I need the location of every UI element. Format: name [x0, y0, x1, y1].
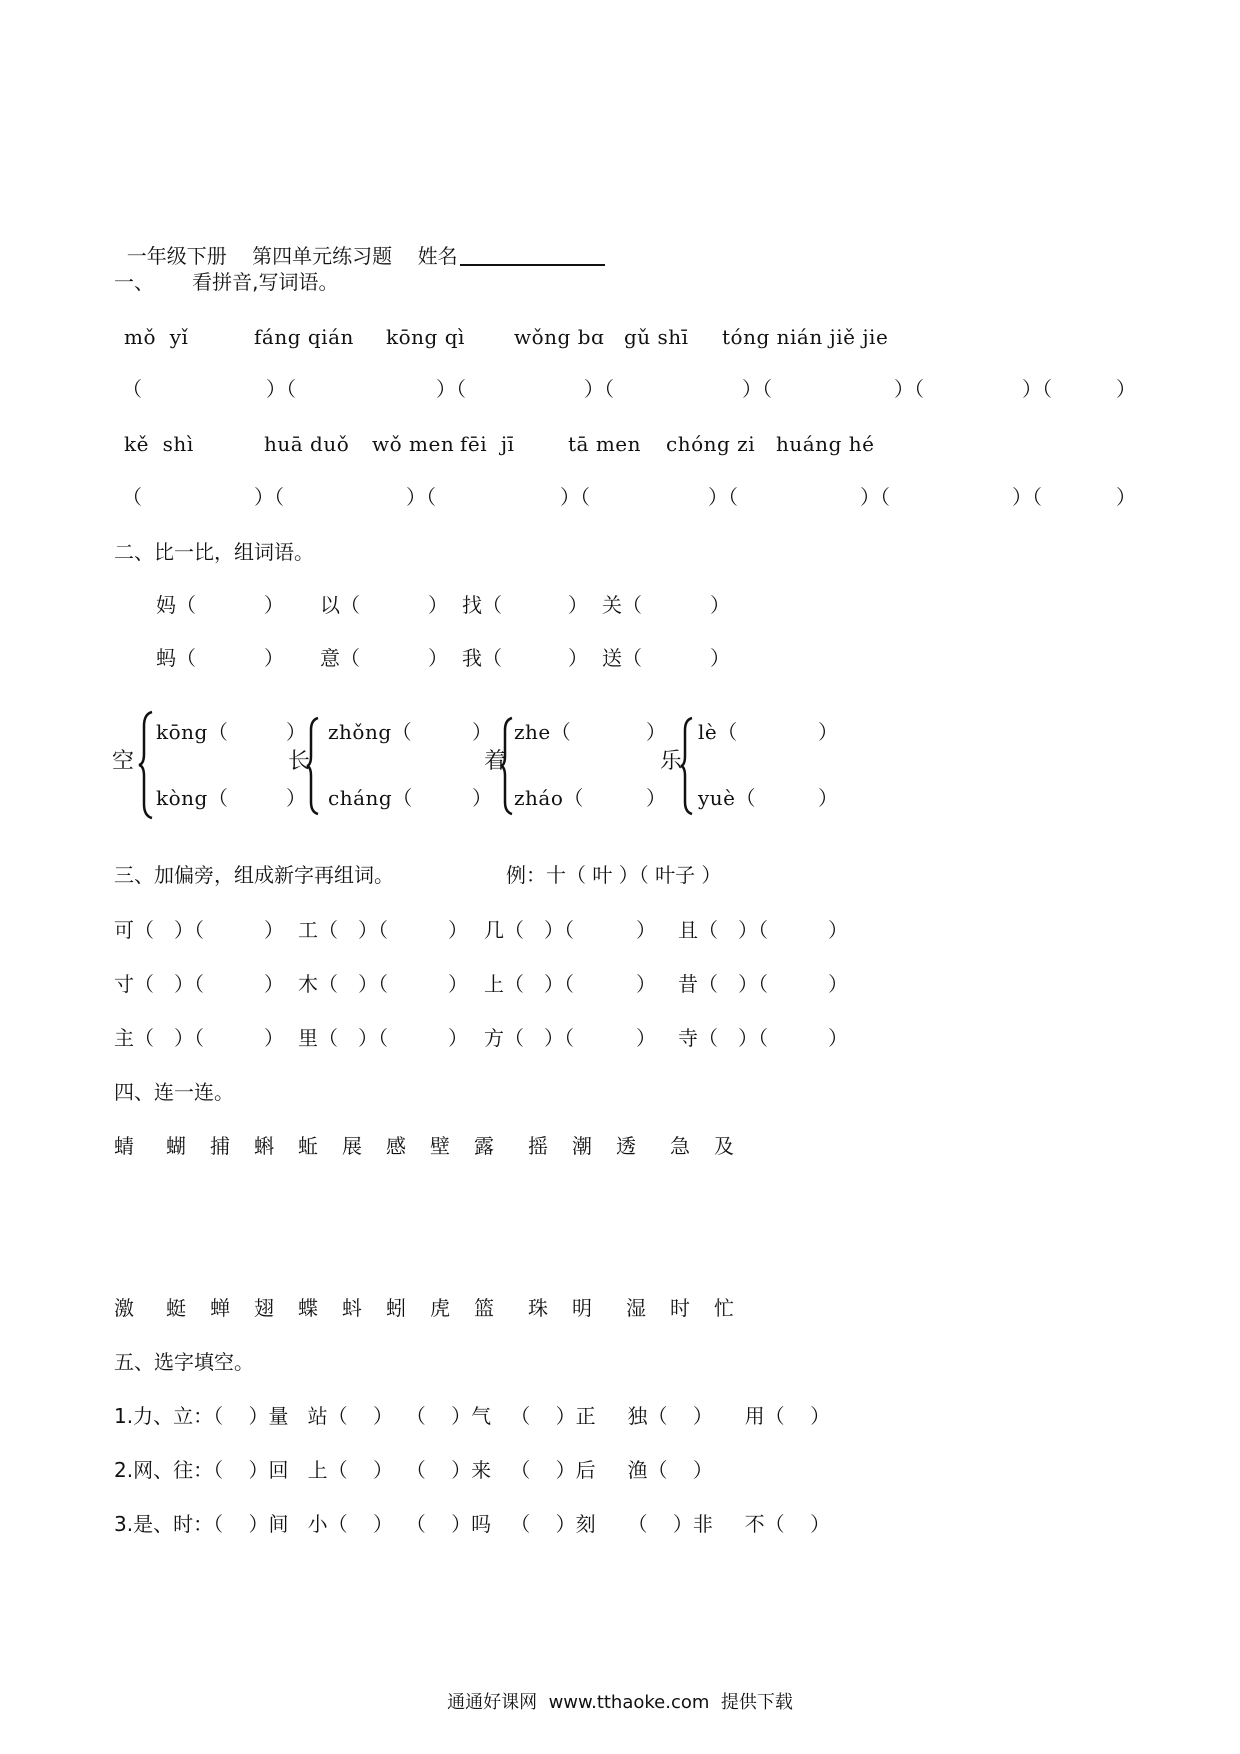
- paren: ）: [828, 1026, 848, 1050]
- paren: ）: [286, 786, 306, 810]
- paren: ）: [710, 593, 730, 617]
- fill-line-3: 3.是、时：（ ）间 小（ ） （ ）吗 （ ）刻 （ ）非 不（ ）: [114, 1512, 831, 1536]
- match-char[interactable]: 捕: [210, 1134, 230, 1158]
- compare-char: 蚂（: [156, 646, 196, 670]
- section2-title: 二、比一比，组词语。: [114, 540, 314, 564]
- match-char[interactable]: 时: [670, 1296, 690, 1320]
- match-char[interactable]: 蜻: [114, 1134, 134, 1158]
- paren: ）（: [1012, 485, 1042, 509]
- paren: ）（: [560, 485, 590, 509]
- name-blank[interactable]: [460, 242, 605, 266]
- match-char[interactable]: 蝶: [298, 1296, 318, 1320]
- pinyin-item: tā men: [568, 432, 641, 456]
- match-char[interactable]: 蝴: [166, 1134, 186, 1158]
- paren: ）（: [742, 377, 772, 401]
- footer-credit: 通通好课网 www.tthaoke.com 提供下载: [447, 1692, 793, 1713]
- match-char[interactable]: 篮: [474, 1296, 494, 1320]
- paren: ）: [264, 1026, 284, 1050]
- match-char[interactable]: 及: [714, 1134, 734, 1158]
- match-char[interactable]: 蝉: [210, 1296, 230, 1320]
- paren: ）: [448, 1026, 468, 1050]
- polyphone-bottom: yuè（: [698, 786, 757, 810]
- paren: ）: [264, 972, 284, 996]
- brace-icon: [500, 716, 514, 816]
- match-char[interactable]: 翅: [254, 1296, 274, 1320]
- section2-row-1: [0, 595, 1240, 619]
- polyphone-top: kōng（: [156, 720, 229, 744]
- pinyin-item: chóng zi: [666, 432, 756, 456]
- paren: ）: [828, 918, 848, 942]
- section1-title: 一、 看拼音,写词语。: [114, 270, 339, 294]
- paren: ）: [636, 972, 656, 996]
- section3-title: 三、加偏旁，组成新字再组词。: [114, 863, 394, 887]
- brace-icon: [306, 716, 320, 816]
- base-char: 上（: [484, 972, 524, 996]
- polyphone-char: 着: [484, 749, 507, 774]
- base-char: 几（: [484, 918, 524, 942]
- paren: ）（: [174, 972, 204, 996]
- paren: ）: [264, 918, 284, 942]
- match-char[interactable]: 壁: [430, 1134, 450, 1158]
- paren: ）: [264, 593, 284, 617]
- paren: ）（: [544, 1026, 574, 1050]
- paren: （: [122, 485, 142, 509]
- section3-row-1: [0, 920, 1240, 944]
- base-char: 工（: [298, 918, 338, 942]
- paren: ）: [636, 918, 656, 942]
- section2-row-2: [0, 648, 1240, 672]
- paren: ）: [1116, 377, 1136, 401]
- match-char[interactable]: 急: [670, 1134, 690, 1158]
- base-char: 昔（: [678, 972, 718, 996]
- paren: ）（: [544, 972, 574, 996]
- compare-char: 找（: [462, 593, 502, 617]
- match-char[interactable]: 蚓: [386, 1296, 406, 1320]
- paren: ）: [818, 786, 838, 810]
- paren: ）（: [1022, 377, 1052, 401]
- pinyin-item: wǒ men: [372, 432, 455, 456]
- base-char: 主（: [114, 1026, 154, 1050]
- paren: ）（: [738, 972, 768, 996]
- match-char[interactable]: 虎: [430, 1296, 450, 1320]
- match-char[interactable]: 潮: [572, 1134, 592, 1158]
- match-char[interactable]: 感: [386, 1134, 406, 1158]
- paren: ）: [828, 972, 848, 996]
- pinyin-item: tóng nián jiě jie: [722, 325, 889, 349]
- compare-char: 关（: [602, 593, 642, 617]
- paren: ）: [448, 972, 468, 996]
- base-char: 可（: [114, 918, 154, 942]
- base-char: 且（: [678, 918, 718, 942]
- paren: ）（: [358, 918, 388, 942]
- compare-char: 意（: [320, 646, 360, 670]
- paren: ）（: [738, 918, 768, 942]
- match-char[interactable]: 湿: [626, 1296, 646, 1320]
- paren: ）: [818, 720, 838, 744]
- paren: ）: [710, 646, 730, 670]
- paren: ）: [568, 646, 588, 670]
- worksheet-title: 一年级下册 第四单元练习题 姓名: [126, 244, 458, 268]
- section1-answer-row-2: [0, 487, 1240, 511]
- pinyin-item: kōng qì: [386, 325, 465, 349]
- paren: ）: [472, 720, 492, 744]
- brace-icon: [680, 716, 694, 816]
- match-bottom-row: [0, 1298, 1240, 1322]
- polyphone-top: zhe（: [514, 720, 572, 744]
- base-char: 寸（: [114, 972, 154, 996]
- match-char[interactable]: 展: [342, 1134, 362, 1158]
- paren: ）（: [266, 377, 296, 401]
- paren: ）（: [254, 485, 284, 509]
- polyphone-top: lè（: [698, 720, 738, 744]
- paren: ）: [568, 593, 588, 617]
- pinyin-item: wǒng bɑ: [514, 325, 605, 349]
- section3-row-2: [0, 974, 1240, 998]
- paren: ）: [1116, 485, 1136, 509]
- section1-answer-row-1: [0, 379, 1240, 403]
- paren: ）: [646, 786, 666, 810]
- match-char[interactable]: 珠: [528, 1296, 548, 1320]
- paren: ）: [428, 593, 448, 617]
- section1-pinyin-row-1: [0, 327, 1240, 351]
- compare-char: 我（: [462, 646, 502, 670]
- pinyin-item: huā duǒ: [264, 432, 350, 456]
- paren: ）: [448, 918, 468, 942]
- brace-icon: [138, 710, 154, 820]
- match-char[interactable]: 激: [114, 1296, 134, 1320]
- paren: ）: [286, 720, 306, 744]
- paren: ）（: [358, 1026, 388, 1050]
- fill-line-1: 1.力、立：（ ）量 站（ ） （ ）气 （ ）正 独（ ） 用（ ）: [114, 1404, 831, 1428]
- base-char: 寺（: [678, 1026, 718, 1050]
- pinyin-item: fáng qián: [254, 325, 354, 349]
- paren: ）: [428, 646, 448, 670]
- paren: ）（: [544, 918, 574, 942]
- pinyin-item: huáng hé: [776, 432, 875, 456]
- compare-char: 以（: [320, 593, 360, 617]
- match-char[interactable]: 透: [616, 1134, 636, 1158]
- compare-char: 妈（: [156, 593, 196, 617]
- polyphone-bottom: kòng（: [156, 786, 229, 810]
- paren: ）（: [894, 377, 924, 401]
- pinyin-item: fēi jī: [460, 432, 515, 456]
- paren: ）（: [406, 485, 436, 509]
- match-char[interactable]: 蜓: [166, 1296, 186, 1320]
- match-char[interactable]: 摇: [528, 1134, 548, 1158]
- polyphone-char: 空: [112, 749, 135, 774]
- match-char[interactable]: 忙: [714, 1296, 734, 1320]
- fill-line-2: 2.网、往：（ ）回 上（ ） （ ）来 （ ）后 渔（ ）: [114, 1458, 713, 1482]
- polyphone-top: zhǒng（: [328, 720, 413, 744]
- polyphone-bottom: cháng（: [328, 786, 413, 810]
- polyphone-char: 乐: [660, 749, 683, 774]
- paren: ）: [636, 1026, 656, 1050]
- pinyin-item: gǔ shī: [624, 325, 689, 349]
- section1-pinyin-row-2: [0, 434, 1240, 458]
- section3-example: 例：十（ 叶 ）（ 叶子 ）: [506, 863, 722, 887]
- paren: ）（: [174, 918, 204, 942]
- worksheet-title-line: [114, 222, 605, 266]
- polyphone-char: 长: [288, 749, 311, 774]
- paren: ）（: [584, 377, 614, 401]
- match-char[interactable]: 露: [474, 1134, 494, 1158]
- pinyin-item: mǒ yǐ: [124, 325, 189, 349]
- compare-char: 送（: [602, 646, 642, 670]
- paren: ）: [472, 786, 492, 810]
- paren: ）: [264, 646, 284, 670]
- section4-title: 四、连一连。: [114, 1080, 234, 1104]
- section5-title: 五、选字填空。: [114, 1350, 254, 1374]
- paren: ）（: [708, 485, 738, 509]
- paren: （: [122, 377, 142, 401]
- match-char[interactable]: 蝌: [254, 1134, 274, 1158]
- match-char[interactable]: 蚯: [298, 1134, 318, 1158]
- polyphone-bottom: zháo（: [514, 786, 584, 810]
- paren: ）（: [436, 377, 466, 401]
- section3-row-3: [0, 1028, 1240, 1052]
- paren: ）（: [860, 485, 890, 509]
- paren: ）（: [174, 1026, 204, 1050]
- base-char: 木（: [298, 972, 338, 996]
- base-char: 里（: [298, 1026, 338, 1050]
- paren: ）: [646, 720, 666, 744]
- match-char[interactable]: 蚪: [342, 1296, 362, 1320]
- match-top-row: [0, 1136, 1240, 1160]
- match-char[interactable]: 明: [572, 1296, 592, 1320]
- paren: ）（: [358, 972, 388, 996]
- paren: ）（: [738, 1026, 768, 1050]
- base-char: 方（: [484, 1026, 524, 1050]
- pinyin-item: kě shì: [124, 432, 194, 456]
